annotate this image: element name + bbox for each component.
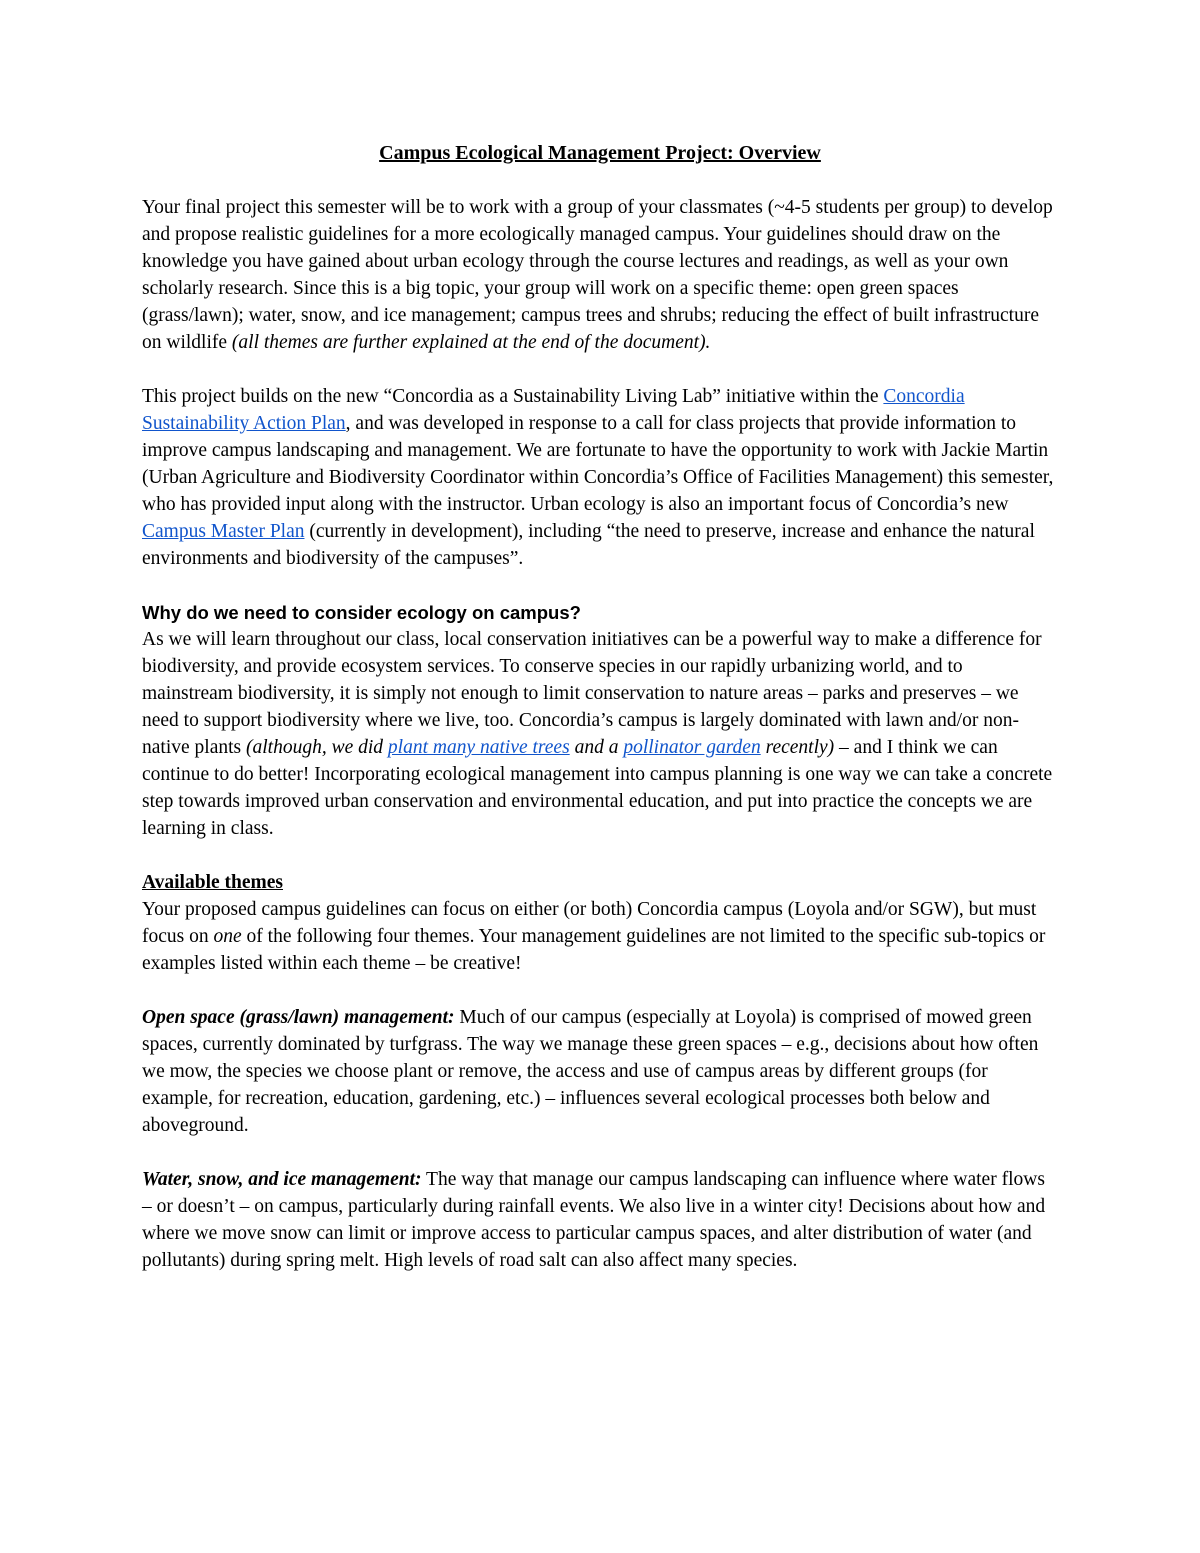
text-run: As we will learn throughout our class, local conservation initiatives can be a powerful way to make a difference for biodiversity, and provide ecosystem services. To conserve species in our rapidly urbanizing world, and to mainstream biodiversity, it is simply not enough to limit conservation to nature areas – parks and preserves – we need to support biodiversity where we live, too. Concordia’s campus is largely dominated with lawn and/or non-native plants [142,629,1042,758]
text-run: Your final project this semester will be to work with a group of your classmates (~4-5 students per group) to develop and propose realistic guidelines for a more ecologically managed campus. Your guidelines should draw on the knowledge you have gained about urban ecology through the course lectures and readings, as well as your own scholarly research. Since this is a big topic, your group will work on a specific theme: open green spaces (grass/lawn); water, snow, and ice management; campus trees and shrubs; reducing the effect of built infrastructure on wildlife [142,197,1053,353]
paragraph-why-ecology [142,626,1058,842]
text-run: This project builds on the new “Concordia as a Sustainability Living Lab” initiative within the [142,386,884,407]
section-heading-available-themes: Available themes [142,872,283,893]
text-run: , and was developed in response to a call for class projects that provide information to improve campus landscaping and management. We are fortunate to have the opportunity to work with Jackie Martin (Urban Agriculture and Biodiversity Coordinator within Concordia’s Office of Facilities Management) this semester, who has provided input along with the instructor. Urban ecology is also an important focus of Concordia’s new [142,413,1054,515]
section-heading-why-ecology: Why do we need to consider ecology on campus? [142,602,581,623]
hyperlink[interactable]: Concordia Sustainability Action Plan [142,386,965,434]
text-run: The way that manage our campus landscaping can influence where water flows – or doesn’t – on campus, particularly during rainfall events. We also live in a winter city! Decisions about how and where we move snow can limit or improve access to particular campus spaces, and alter distribution of water (and pollutants) during spring melt. High levels of road salt can also affect many species. [142,1169,1046,1271]
text-run: (all themes are further explained at the end of the document). [231,332,711,353]
text-run: Your proposed campus guidelines can focus on either (or both) Concordia campus (Loyola and/or SGW), but must focus on [142,899,1037,947]
paragraph-intro [142,194,1058,356]
text-run: of the following four themes. Your management guidelines are not limited to the specific sub-topics or examples listed within each theme – be creative! [142,926,1046,974]
text-run: Water, snow, and ice management: [142,1169,422,1190]
hyperlink[interactable]: pollinator garden [623,737,761,758]
paragraph-theme-open-space [142,1004,1058,1139]
hyperlink[interactable]: plant many native trees [387,737,570,758]
text-run: (although, we did [245,737,388,758]
text-run: one [213,926,242,947]
text-run: – and I think we can continue to do better! Incorporating ecological management into campus planning is one way we can take a concrete step towards improved urban conservation and environmental education, and put into practice the concepts we are learning in class. [142,737,1053,839]
document-title: Campus Ecological Management Project: Overview [379,142,821,164]
hyperlink[interactable]: Campus Master Plan [142,521,305,542]
paragraph-project-background [142,383,1058,572]
text-run: (currently in development), including “the need to preserve, increase and enhance the natural environments and biodiversity of the campuses”. [142,521,1035,569]
text-run: Much of our campus (especially at Loyola) is comprised of mowed green spaces, currently dominated by turfgrass. The way we manage these green spaces – e.g., decisions about how often we mow, the species we choose plant or remove, the access and use of campus areas by different groups (for example, for recreation, education, gardening, etc.) – influences several ecological processes both below and aboveground. [142,1007,1039,1136]
text-run: Open space (grass/lawn) management: [142,1007,455,1028]
text-run: and a [569,737,624,758]
paragraph-available-themes [142,896,1058,977]
paragraph-theme-water-snow-ice [142,1166,1058,1274]
text-run: recently) [760,737,835,758]
